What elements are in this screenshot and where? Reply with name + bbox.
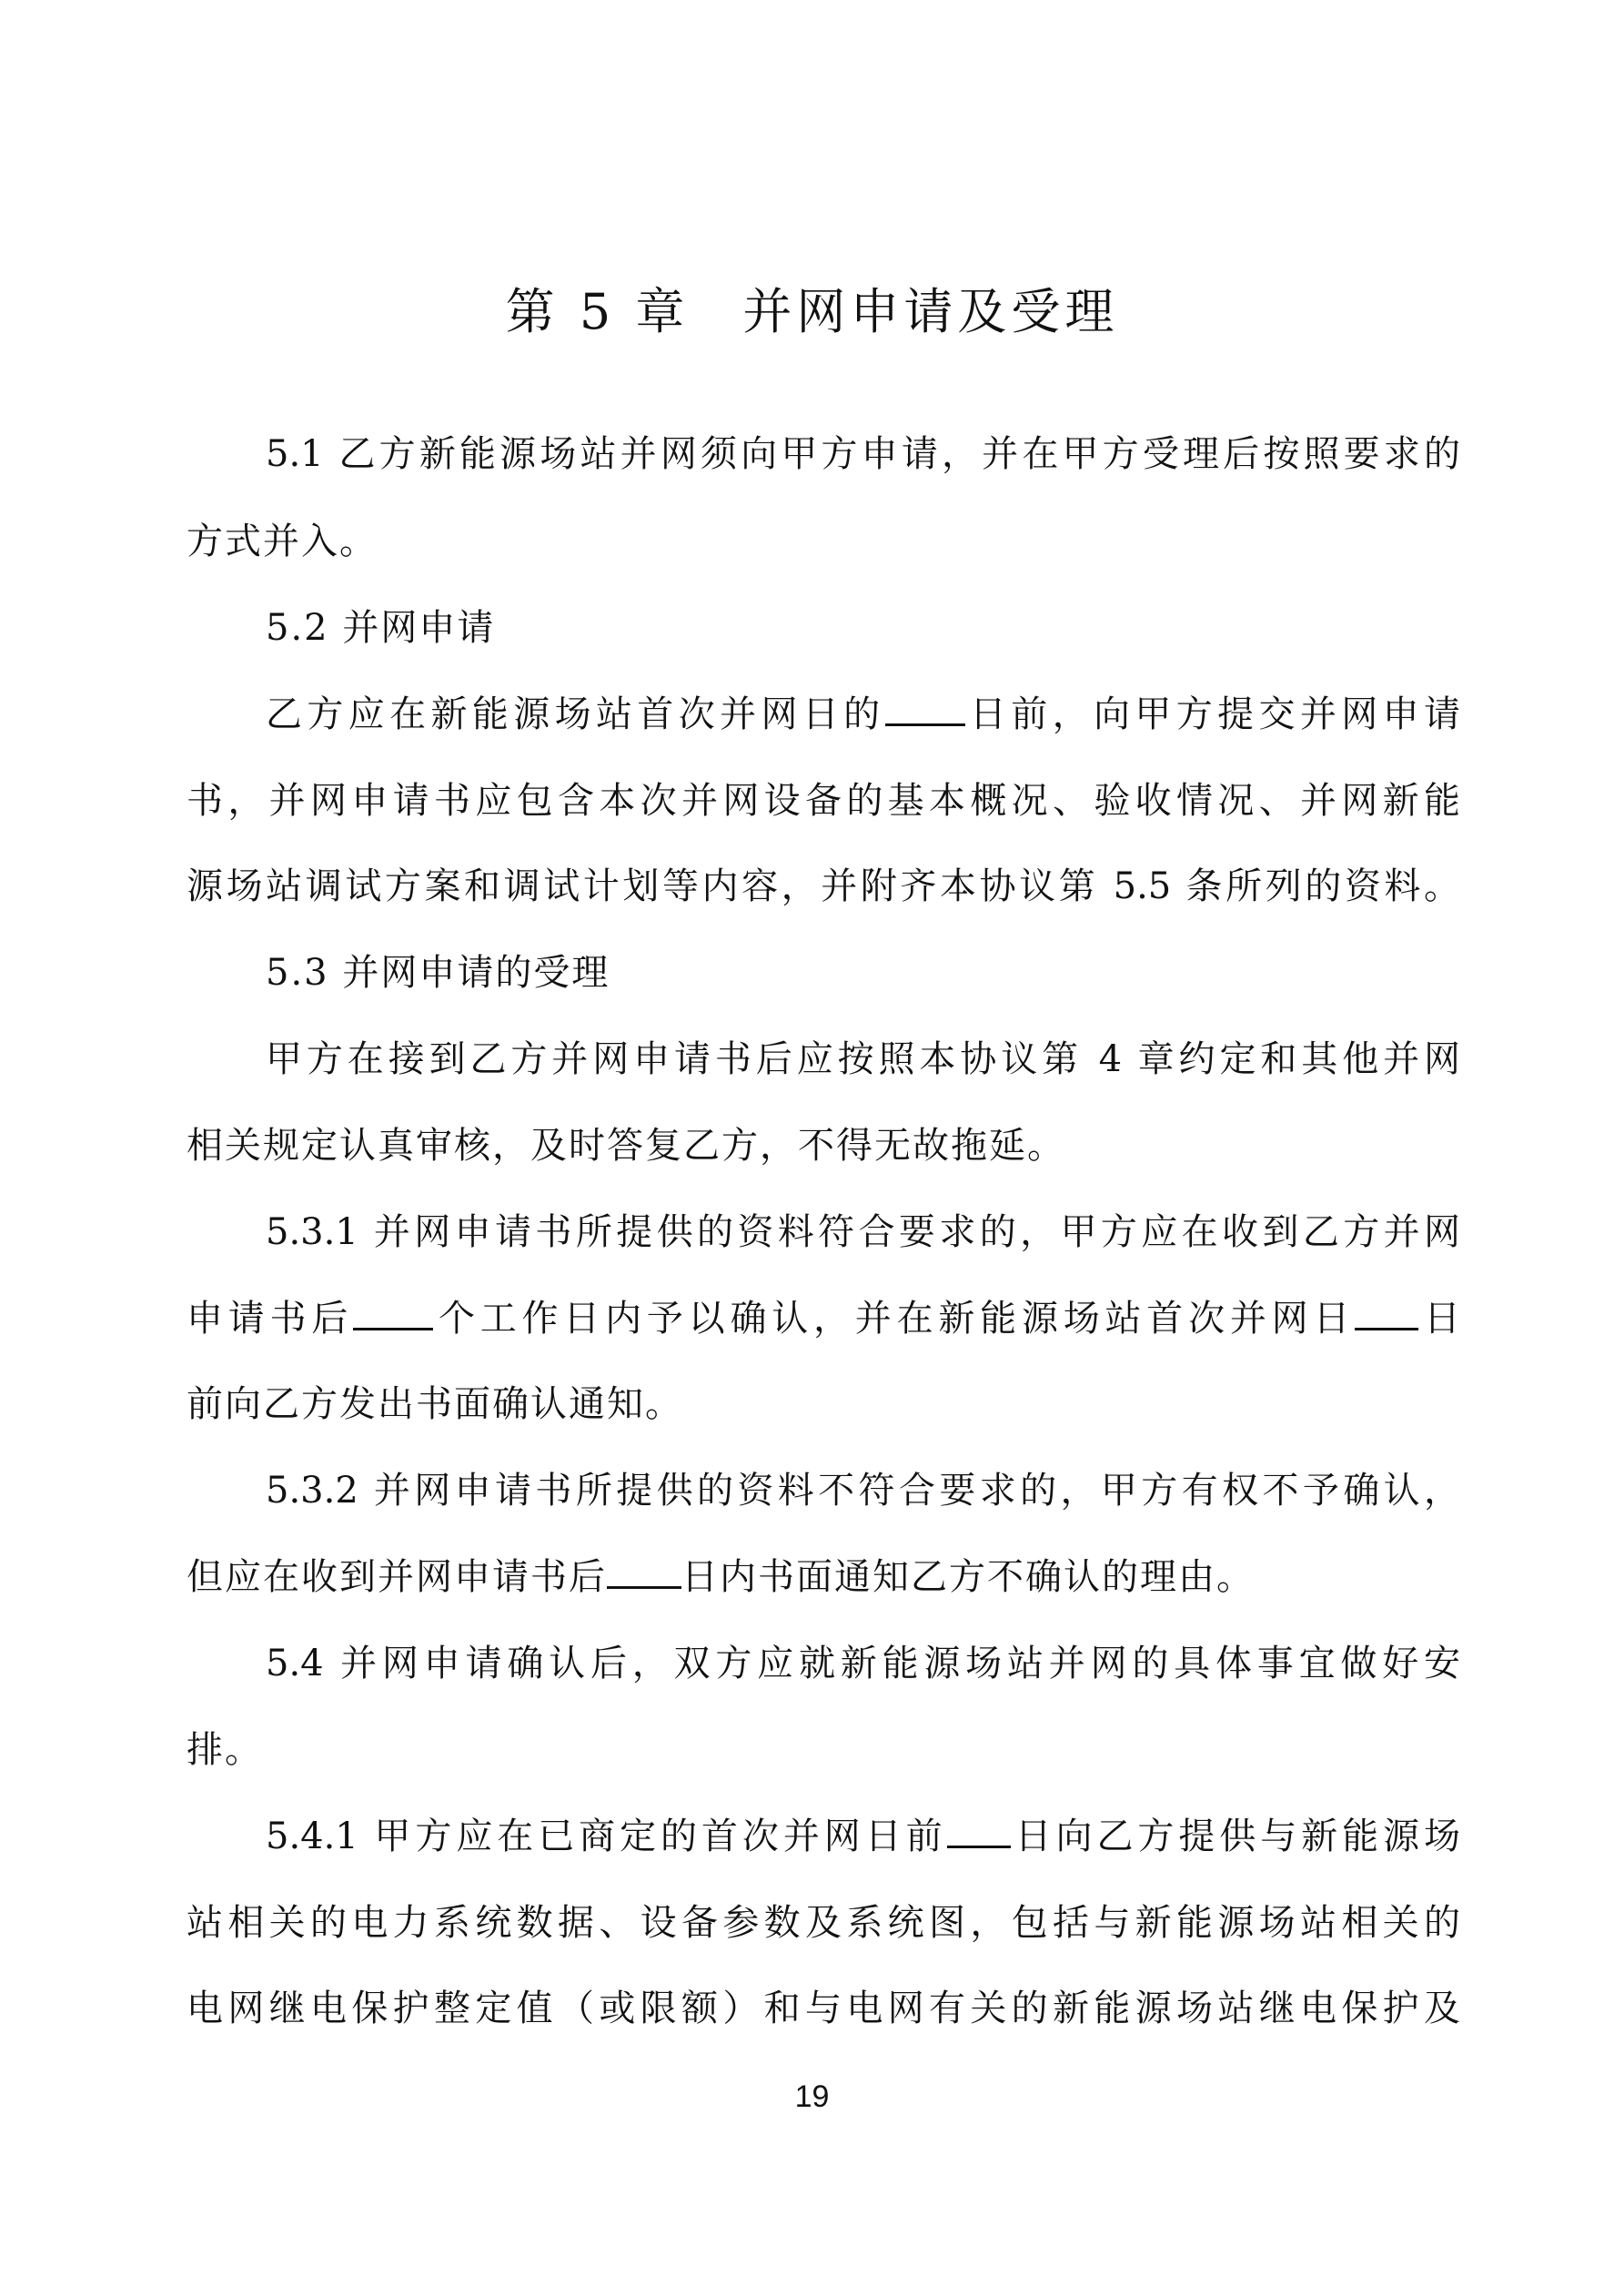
para-5-2-line-3: 源场站调试方案和调试计划等内容，并附齐本协议第 5.5 条所列的资料。 <box>187 865 1460 907</box>
text-segment: 日向乙方提供与新能源场 <box>1010 1816 1460 1857</box>
para-5-4-line-1: 5.4 并网申请确认后，双方应就新能源场站并网的具体事宜做好安 <box>266 1643 1460 1684</box>
para-5-3-1-line-1: 5.3.1 并网申请书所提供的资料符合要求的，甲方应在收到乙方并网 <box>266 1211 1460 1253</box>
text-segment: 个工作日内予以确认，并在新能源场站首次并网日 <box>433 1298 1356 1340</box>
text-segment: 日内书面通知乙方不确认的理由。 <box>681 1556 1255 1598</box>
text-segment: 日前，向甲方提交并网申请 <box>964 693 1460 735</box>
chapter-title: 第 5 章 并网申请及受理 <box>505 283 1119 340</box>
text-segment: 申请书后 <box>187 1298 354 1340</box>
para-5-3-line-1: 甲方在接到乙方并网申请书后应按照本协议第 4 章约定和其他并网 <box>266 1038 1460 1080</box>
para-5-2-line-2: 书，并网申请书应包含本次并网设备的基本概况、验收情况、并网新能 <box>187 780 1460 822</box>
fill-blank <box>353 1297 433 1330</box>
text-segment: 5.4.1 甲方应在已商定的首次并网日前 <box>266 1816 947 1857</box>
para-5-2-line-1 <box>266 687 1460 742</box>
para-5-1-line-1: 5.1 乙方新能源场站并网须向甲方申请，并在甲方受理后按照要求的 <box>266 433 1460 475</box>
para-5-3-2-line-1: 5.3.2 并网申请书所提供的资料不符合要求的，甲方有权不予确认， <box>266 1470 1460 1512</box>
text-segment: 日 <box>1418 1298 1460 1340</box>
para-5-1-line-2: 方式并入。 <box>187 521 378 562</box>
fill-blank <box>947 1815 1011 1848</box>
para-5-3-line-2: 相关规定认真审核，及时答复乙方，不得无故拖延。 <box>187 1125 1065 1167</box>
para-5-3-2-line-2 <box>187 1550 1460 1604</box>
fill-blank <box>607 1555 681 1589</box>
para-5-3-1-line-3: 前向乙方发出书面确认通知。 <box>187 1383 683 1425</box>
para-5-4-1-line-3: 电网继电保护整定值（或限额）和与电网有关的新能源场站继电保护及 <box>187 1988 1460 2029</box>
heading-5-3: 5.3 并网申请的受理 <box>266 952 610 994</box>
para-5-4-1-line-2: 站相关的电力系统数据、设备参数及系统图，包括与新能源场站相关的 <box>187 1902 1460 1944</box>
text-segment: 乙方应在新能源场站首次并网日的 <box>266 693 885 735</box>
page-number: 19 <box>794 2079 830 2114</box>
fill-blank <box>885 693 965 726</box>
para-5-3-1-line-2 <box>187 1291 1460 1346</box>
text-segment: 但应在收到并网申请书后 <box>187 1556 607 1598</box>
heading-5-2: 5.2 并网申请 <box>266 607 496 649</box>
para-5-4-line-2: 排。 <box>187 1729 263 1771</box>
fill-blank <box>1355 1297 1418 1330</box>
para-5-4-1-line-1 <box>266 1809 1460 1864</box>
